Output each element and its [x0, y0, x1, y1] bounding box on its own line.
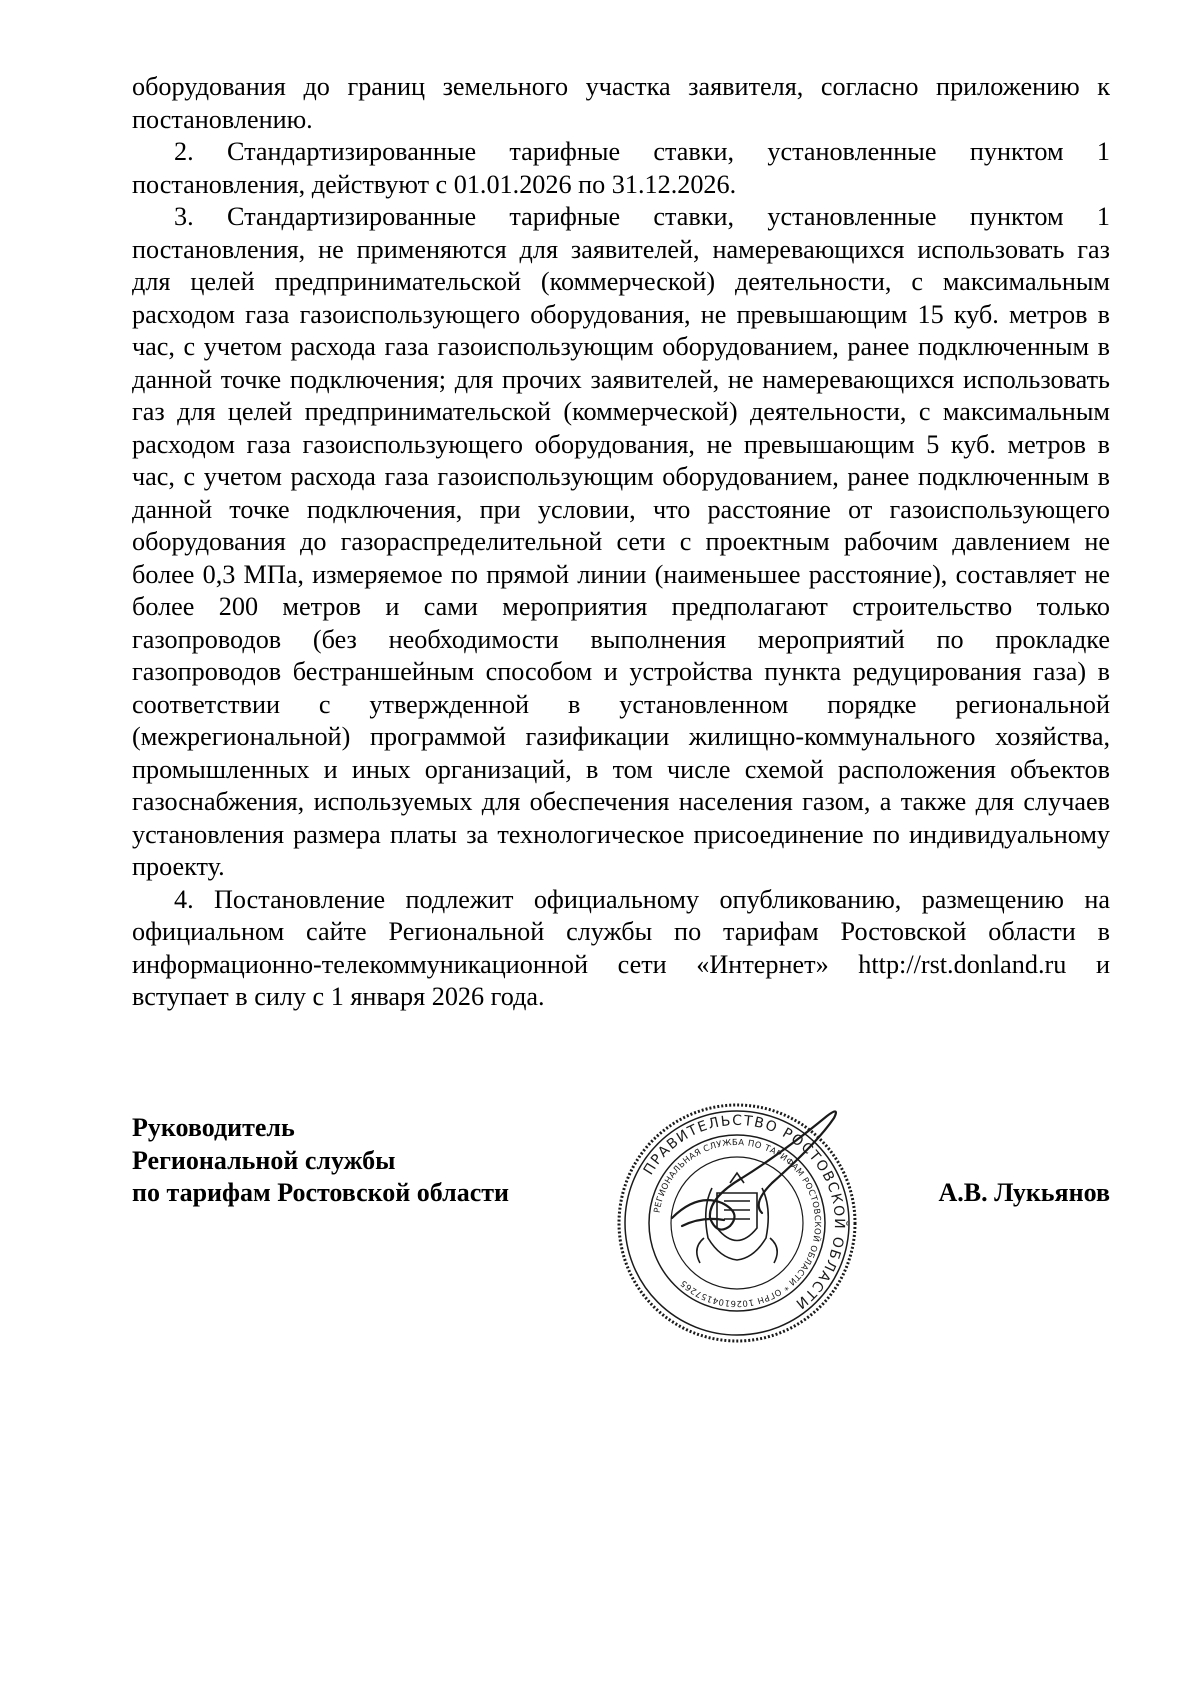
- paragraph-3: 3. Стандартизированные тарифные ставки, установленные пунктом 1 постановления, не применяются для заявителей, намеревающихся использовать газ для целей предпринимательской (коммерческой) деятельности, с максимальным расходом газа газоиспользующего оборудования, не превышающим 15 куб. метров в час, с учетом расхода газа газоиспользующим оборудованием, ранее подключенным в данной точке подключения; для прочих заявителей, не намеревающихся использовать газ для целей предпринимательской (коммерческой) деятельности, с максимальным расходом газа газоиспользующего оборудования, не превышающим 5 куб. метров в час, с учетом расхода газа газоиспользующим оборудованием, ранее подключенным в данной точке подключения, при условии, что расстояние от газоиспользующего оборудования до газораспределительной сети с проектным рабочим давлением не более 0,3 МПа, измеряемое по прямой линии (наименьшее расстояние), составляет не более 200 метров и сами мероприятия предполагают строительство только газопроводов (без необходимости выполнения мероприятий по прокладке газопроводов бестраншейным способом и устройства пункта редуцирования газа) в соответствии с утвержденной в установленном порядке региональной (межрегиональной) программой газификации жилищно-коммунального хозяйства, промышленных и иных организаций, в том числе схемой расположения объектов газоснабжения, используемых для обеспечения населения газом, а также для случаев установления размера платы за технологическое присоединение по индивидуальному проекту.: [132, 202, 1110, 881]
- paragraph-4: 4. Постановление подлежит официальному опубликованию, размещению на официальном сайте Региональной службы по тарифам Ростовской области в информационно-телекоммуникационной сети «Интернет» http://rst.donland.ru и вступает в силу с 1 января 2026 года.: [132, 884, 1110, 1011]
- seal-inner-ring: [649, 1135, 825, 1311]
- signatory-position-line: Руководитель: [132, 1113, 295, 1142]
- official-seal-icon: [612, 1098, 862, 1348]
- svg-text:РЕГИОНАЛЬНАЯ СЛУЖБА ПО ТАРИФАМ: [653, 1138, 823, 1308]
- paragraph-2: 2. Стандартизированные тарифные ставки, установленные пунктом 1 постановления, действуют с 01.01.2026 по 31.12.2026.: [132, 137, 1110, 199]
- signatory-position-line: по тарифам Ростовской области: [132, 1178, 510, 1207]
- signatory-position-line: Региональной службы: [132, 1145, 396, 1175]
- seal-outer-text: ПРАВИТЕЛЬСТВО РОСТОВСКОЙ ОБЛАСТИ: [640, 1112, 848, 1313]
- document-body: [132, 71, 1110, 1014]
- seal-inner-text: РЕГИОНАЛЬНАЯ СЛУЖБА ПО ТАРИФАМ РОСТОВСКОЙ ОБЛАСТИ * ОГРН 1026104157265: [652, 1137, 823, 1309]
- signatory-name: А.В. Лукьянов: [938, 1178, 1110, 1207]
- paragraph-continuation: оборудования до границ земельного участка заявителя, согласно приложению к постановлению.: [132, 72, 1110, 134]
